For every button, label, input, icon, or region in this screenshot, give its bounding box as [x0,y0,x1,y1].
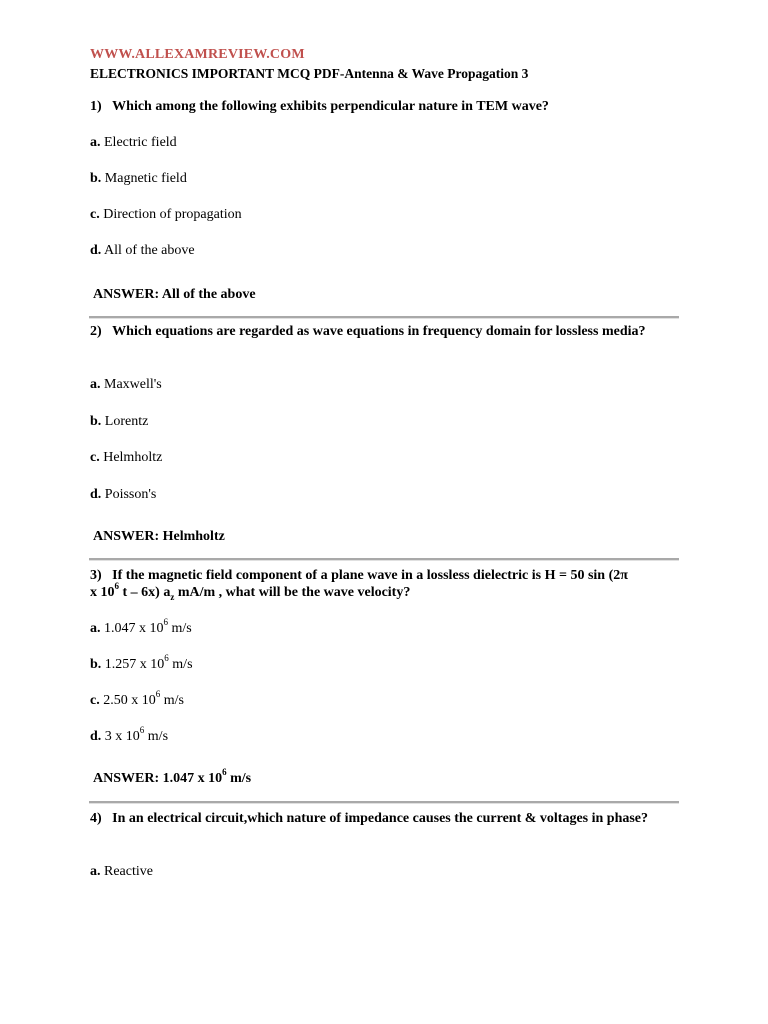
exponent: 6 [163,617,168,628]
exponent: 6 [114,581,119,592]
option-letter: c. [90,450,100,465]
exponent: 6 [222,767,227,778]
answer-mantissa: 1.047 x 10 [162,771,223,786]
option-letter: a. [90,377,101,392]
question-text-line1: If the magnetic field component of a plane wave in a lossless dielectric is H = 50 sin (2π [112,568,628,583]
answer-1: ANSWER: All of the above [93,287,256,302]
option-1a [90,134,177,151]
option-unit: m/s [160,693,184,708]
question-2 [90,323,660,340]
subscript: z [170,591,175,602]
question-text-line2c: mA/m , what will be the wave velocity? [174,585,411,600]
option-letter: b. [90,657,102,672]
option-unit: m/s [144,729,169,744]
option-3b [90,653,193,673]
option-unit: m/s [168,621,192,636]
option-mantissa: 1.047 x 10 [104,621,164,636]
exponent: 6 [164,653,169,664]
exponent: 6 [155,689,161,700]
question-number: 4) [90,811,102,826]
option-letter: c. [90,693,100,708]
option-4a [90,863,153,880]
question-4 [90,810,660,827]
option-2a [90,376,162,393]
option-1c [90,206,242,223]
option-3d [90,725,169,745]
option-text: Maxwell's [104,377,162,392]
question-text: Which equations are regarded as wave equations in frequency domain for lossless media? [112,324,646,339]
option-1d [90,242,195,259]
divider [89,558,679,561]
option-text: Reactive [104,864,153,879]
question-text-line2b: t – 6x) a [119,585,171,600]
option-3c [90,689,184,709]
option-unit: m/s [168,657,193,672]
option-mantissa: 3 x 10 [104,729,140,744]
option-mantissa: 2.50 x 10 [103,693,156,708]
option-2d [90,486,156,503]
option-2b [90,413,148,430]
option-letter: b. [90,414,102,429]
question-text: In an electrical circuit,which nature of impedance causes the current & voltages in phase? [112,811,649,826]
option-text: Lorentz [104,414,149,429]
question-number: 1) [90,99,102,114]
option-2c [90,449,162,466]
site-header: WWW.ALLEXAMREVIEW.COM [90,47,305,62]
option-text: Direction of propagation [103,207,242,222]
question-number: 3) [90,568,102,583]
option-text: Helmholtz [103,450,163,465]
answer-label: ANSWER: [93,771,163,786]
question-1 [90,98,660,115]
option-letter: c. [90,207,100,222]
answer-2: ANSWER: Helmholtz [93,529,225,544]
option-letter: b. [90,171,102,186]
divider [89,801,679,804]
question-text: Which among the following exhibits perpendicular nature in TEM wave? [112,99,549,114]
option-letter: d. [90,243,102,258]
divider [89,316,679,319]
question-3 [90,567,660,601]
answer-3 [93,767,252,787]
document-title: ELECTRONICS IMPORTANT MCQ PDF-Antenna & Wave Propagation 3 [90,66,529,81]
option-letter: d. [90,487,102,502]
option-mantissa: 1.257 x 10 [104,657,165,672]
option-text: Magnetic field [104,171,187,186]
option-letter: d. [90,729,102,744]
option-3a [90,617,192,637]
answer-unit: m/s [226,771,252,786]
option-letter: a. [90,135,101,150]
question-text-line2: x 10 [90,585,115,600]
option-letter: a. [90,864,101,879]
exponent: 6 [139,725,145,736]
question-number: 2) [90,324,102,339]
option-text: Poisson's [104,487,157,502]
option-text: All of the above [104,243,195,258]
option-text: Electric field [104,135,177,150]
option-letter: a. [90,621,101,636]
option-1b [90,170,187,187]
